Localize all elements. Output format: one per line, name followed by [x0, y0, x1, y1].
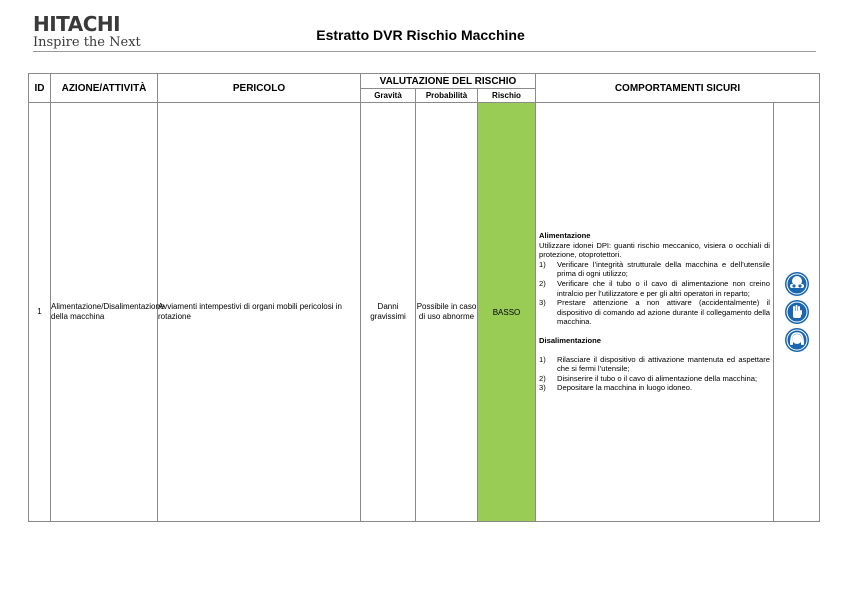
row-activity: Alimentazione/Disalimentazione della macchina [51, 103, 158, 522]
risk-table [28, 73, 820, 522]
header-safe-behaviour: COMPORTAMENTI SICURI [536, 74, 820, 103]
list-item: 1) Rilasciare il dispositivo di attivazione mantenuta ed aspettare che si fermi l’utensile; [539, 354, 770, 374]
row-hazard: Avviamenti intempestivi di organi mobili pericolosi in rotazione [158, 103, 361, 522]
header-hazard: PERICOLO [158, 74, 361, 103]
section-power-off-title: Disalimentazione [539, 335, 602, 345]
goggles-icon [784, 271, 810, 297]
logo-tagline: Inspire the Next [33, 35, 141, 50]
list-item: 1) Verificare l’integrità strutturale della macchina e dell’utensile prima di ogni utilizzo; [539, 259, 770, 279]
list-item: 3) Depositare la macchina in luogo idoneo. [539, 383, 693, 393]
list-item: 3) Prestare attenzione a non attivare (accidentalmente) il dispositivo di comando ad azione durante il collegamento della macchina. [539, 298, 770, 327]
section-power-on-intro: Utilizzare idonei DPI: guanti rischio meccanico, visiera o occhiali di protezione, otoprotettori. [539, 240, 770, 260]
table-row [29, 103, 820, 522]
row-risk-level: BASSO [478, 103, 536, 522]
section-power-on-title: Alimentazione [539, 231, 591, 241]
header-risk: Rischio [478, 89, 536, 103]
header-activity: AZIONE/ATTIVITÀ [51, 74, 158, 103]
row-gravity: Danni gravissimi [361, 103, 416, 522]
row-id: 1 [29, 103, 51, 522]
row-probability: Possibile in caso di uso abnorme [416, 103, 478, 522]
document-title: Estratto DVR Rischio Macchine [316, 27, 525, 43]
list-item: 2) Disinserire il tubo o il cavo di alimentazione della macchina; [539, 373, 758, 383]
header-gravity: Gravità [361, 89, 416, 103]
list-item: 2) Verificare che il tubo o il cavo di alimentazione non creino intralcio per l’utilizzatore e per gli altri operatori in reparto; [539, 279, 770, 298]
header-risk-evaluation: VALUTAZIONE DEL RISCHIO [361, 74, 536, 89]
logo-word: HITACHI [33, 12, 121, 36]
ppe-icons [774, 103, 820, 522]
gloves-icon [784, 299, 810, 325]
ear-protection-icon [784, 327, 810, 353]
header-divider [33, 51, 816, 52]
header-probability: Probabilità [416, 89, 478, 103]
row-safe-behaviour [536, 103, 774, 522]
header-id: ID [29, 74, 51, 103]
